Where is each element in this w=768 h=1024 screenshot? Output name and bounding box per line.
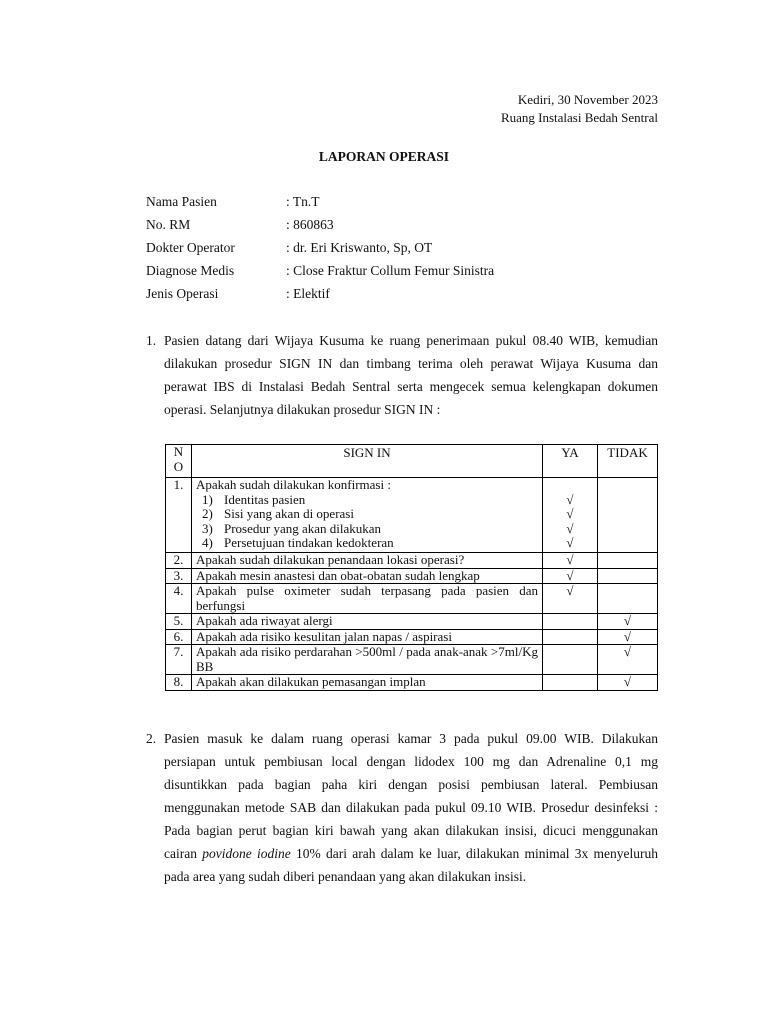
paragraph-1 — [146, 329, 658, 421]
header-tidak: TIDAK — [598, 445, 658, 478]
table-row — [166, 568, 658, 584]
ya-cell — [543, 478, 598, 553]
row-question — [192, 478, 543, 553]
ya-cell — [543, 675, 598, 691]
tidak-cell — [598, 584, 658, 614]
row-number: 1. — [166, 478, 192, 553]
tidak-cell: √ — [598, 629, 658, 645]
row-number: 7. — [166, 645, 192, 675]
patient-row — [146, 240, 494, 263]
paragraph-text: Pasien datang dari Wijaya Kusuma ke ruang penerimaan pukul 08.40 WIB, kemudian dilakukan prosedur SIGN IN dan timbang terima oleh perawat Wijaya Kusuma dan perawat IBS di Instalasi Bedah Sentral serta mengecek semua kelengkapan dokumen operasi. Selanjutnya dilakukan prosedur SIGN IN : — [164, 333, 658, 417]
tidak-cell: √ — [598, 675, 658, 691]
patient-row — [146, 217, 494, 240]
place-date: Kediri, 30 November 2023 — [517, 92, 658, 107]
table-row — [166, 675, 658, 691]
header-ya: YA — [543, 445, 598, 478]
row-number: 8. — [166, 675, 192, 691]
patient-value: : dr. Eri Kriswanto, Sp, OT — [286, 240, 433, 255]
page-title: LAPORAN OPERASI — [318, 149, 450, 164]
row-question: Apakah sudah dilakukan penandaan lokasi operasi? — [192, 553, 543, 569]
table-row — [166, 629, 658, 645]
tidak-cell: √ — [598, 645, 658, 675]
table-header-row — [166, 445, 658, 478]
patient-label: No. RM — [146, 217, 191, 232]
sign-in-table — [165, 444, 658, 691]
header-sign-in: SIGN IN — [192, 445, 543, 478]
row-question: Apakah mesin anastesi dan obat-obatan sudah lengkap — [192, 568, 543, 584]
row-question: Apakah ada riwayat alergi — [192, 614, 543, 630]
check-mark: √ — [566, 520, 574, 536]
paragraph-2 — [146, 727, 658, 888]
ya-cell — [543, 614, 598, 630]
tidak-cell — [598, 553, 658, 569]
tidak-cell: √ — [598, 614, 658, 630]
location: Ruang Instalasi Bedah Sentral — [500, 110, 658, 125]
ya-cell — [543, 629, 598, 645]
table-row — [166, 553, 658, 569]
row-number: 5. — [166, 614, 192, 630]
sub-item: 4) Persetujuan tindakan kedokteran — [202, 535, 394, 550]
sub-item: 2) Sisi yang akan di operasi — [202, 506, 354, 521]
check-mark: √ — [566, 535, 574, 550]
row-question: Apakah pulse oximeter sudah terpasang pada pasien dan berfungsi — [192, 584, 543, 614]
row-number: 4. — [166, 584, 192, 614]
row-number: 2. — [166, 553, 192, 569]
question-text: Apakah sudah dilakukan konfirmasi : — [196, 477, 391, 492]
row-question: Apakah ada risiko kesulitan jalan napas / aspirasi — [192, 629, 543, 645]
table-row — [166, 645, 658, 675]
patient-value: : Tn.T — [286, 194, 320, 209]
sub-item: 1) Identitas pasien — [202, 491, 306, 507]
sub-item: 3) Prosedur yang akan dilakukan — [202, 520, 382, 536]
paragraph-number: 1. — [146, 333, 157, 348]
table-row — [166, 584, 658, 614]
report-header — [501, 91, 658, 127]
tidak-cell — [598, 478, 658, 553]
ya-cell: √ — [543, 568, 598, 584]
patient-row — [146, 194, 494, 217]
row-number: 6. — [166, 629, 192, 645]
patient-label: Dokter Operator — [146, 240, 235, 255]
row-question: Apakah ada risiko perdarahan >500ml / pada anak-anak >7ml/Kg BB — [192, 645, 543, 675]
row-number: 3. — [166, 568, 192, 584]
header-no: N O — [166, 445, 192, 478]
ya-cell — [543, 645, 598, 675]
check-mark: √ — [566, 506, 574, 521]
patient-row — [146, 263, 494, 286]
italic-term: povidone iodine — [202, 846, 291, 861]
paragraph-number: 2. — [146, 731, 157, 746]
row-question: Apakah akan dilakukan pemasangan implan — [192, 675, 543, 691]
check-mark: √ — [566, 491, 574, 507]
tidak-cell — [598, 568, 658, 584]
patient-info — [146, 194, 494, 309]
table-row — [166, 614, 658, 630]
ya-cell: √ — [543, 584, 598, 614]
patient-label: Jenis Operasi — [146, 286, 219, 301]
paragraph-text: Pasien masuk ke dalam ruang operasi kamar 3 pada pukul 09.00 WIB. Dilakukan persiapan untuk pembiusan local dengan lidodex 100 mg dan Adrenaline 0,1 mg disuntikkan pada bagian paha kiri dengan posisi pembiusan lateral. Pembiusan menggunakan metode SAB dan dilakukan pada pukul 09.10 WIB. Prosedur desinfeksi : Pada bagian perut bagian kiri bawah yang akan dilakukan insisi, dicuci menggunakan cairan povidone iodine 10% dari arah dalam ke luar, dilakukan minimal 3x menyeluruh pada area yang sudah diberi penandaan yang akan dilakukan insisi. — [164, 731, 659, 884]
patient-value: : Elektif — [286, 286, 330, 301]
patient-label: Nama Pasien — [146, 194, 217, 209]
patient-value: : Close Fraktur Collum Femur Sinistra — [286, 263, 495, 278]
patient-row — [146, 286, 494, 309]
patient-label: Diagnose Medis — [146, 263, 235, 278]
ya-cell: √ — [543, 553, 598, 569]
patient-value: : 860863 — [286, 217, 334, 232]
table-row — [166, 478, 658, 553]
